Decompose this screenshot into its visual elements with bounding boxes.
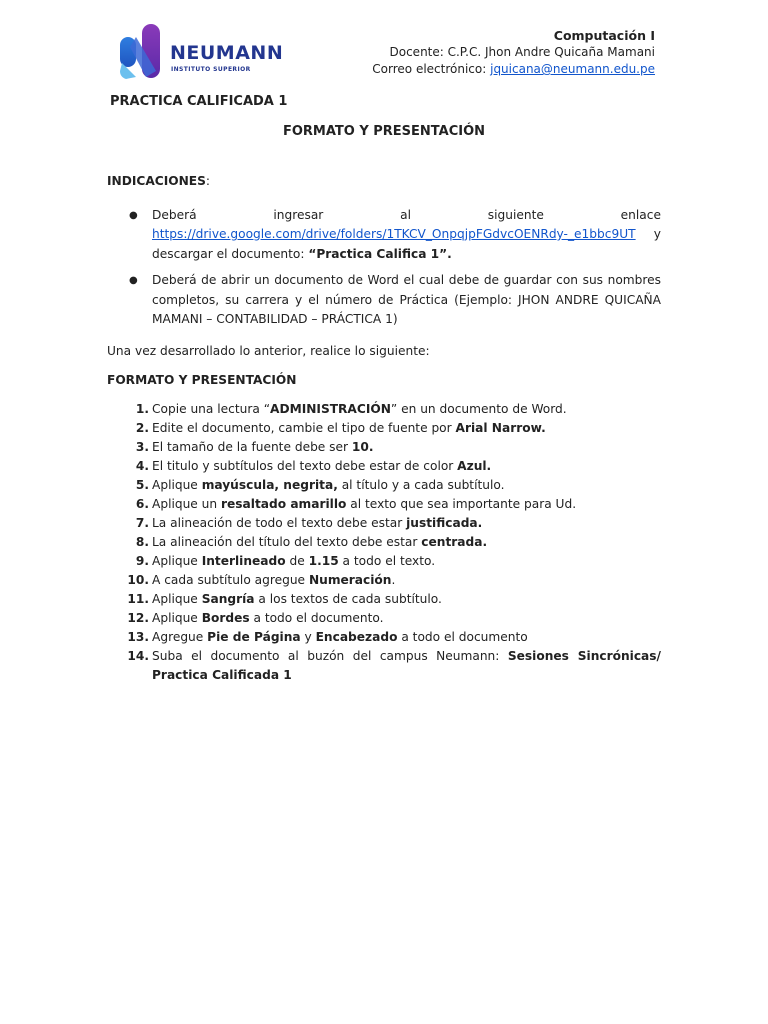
step-number: 3. [135,439,149,454]
bullet1-line3 [152,245,661,265]
drive-link[interactable]: https://drive.google.com/drive/folders/1TKCV_OnpqjpFGdvcOENRdy-_e1bbc9UT [152,227,636,241]
step-text: de [285,553,309,568]
bullet1-line2 [152,225,661,245]
bullet-icon: ● [129,275,138,286]
word: enlace [620,207,661,222]
step-text: Aplique [152,591,202,606]
step-bold-text: Bordes [201,610,250,625]
step-number: 1. [135,401,149,416]
indications-list [107,206,661,330]
step-text: Aplique [152,553,202,568]
indications-label: INDICACIONES [107,174,206,188]
step-bold-text: 10. [351,439,374,454]
step-text: a todo el texto. [338,553,436,568]
step-text: El tamaño de la fuente debe ser [152,439,352,454]
step-bold-text: centrada. [421,534,488,549]
bullet2-text: Deberá de abrir un documento de Word el cual debe de guardar con sus nombres completos, su carrera y el número de Práctica (Ejemplo: JHON ANDRE QUICAÑA MAMANI – CONTABILIDAD – PRÁCTICA 1) [152,273,661,326]
step-item [107,476,661,495]
step-number: 8. [135,534,149,549]
step-number: 10. [127,572,149,587]
step-text: El titulo y subtítulos del texto debe estar de color [152,458,458,473]
email-label: Correo electrónico: [372,62,491,76]
practice-title: PRACTICA CALIFICADA 1 [110,94,288,109]
step-bold-text: Pie de Página [207,629,301,644]
logo-subtitle: INSTITUTO SUPERIOR [171,66,251,73]
step-text: . [391,572,396,587]
neumann-logo [116,23,286,83]
header-info [372,27,655,78]
step-number: 14. [127,648,149,663]
step-text: a todo el documento [397,629,528,644]
step-bold-text: resaltado amarillo [221,496,347,511]
step-text: a los textos de cada subtítulo. [254,591,442,606]
step-text: Aplique un [152,496,222,511]
step-item [107,514,661,533]
list-item [107,206,661,265]
neumann-logo-icon [116,23,166,81]
step-item [107,552,661,571]
indications-colon: : [205,174,211,188]
step-bold-text: 1.15 [308,553,339,568]
course-name: Computación I [553,28,655,43]
word: y [653,227,661,241]
step-item [107,419,661,438]
step-number: 6. [135,496,149,511]
step-text: al texto que sea importante para Ud. [346,496,577,511]
word: Deberá [152,207,197,222]
step-item [107,609,661,628]
step-text: Aplique [152,610,202,625]
step-number: 9. [135,553,149,568]
step-item [107,590,661,609]
email-line [372,61,655,78]
indications-heading [107,172,661,192]
step-text: Suba el documento al buzón del campus Neumann: [152,648,508,663]
step-number: 7. [135,515,149,530]
step-bold-text: Interlineado [201,553,286,568]
step-text: Aplique [152,477,202,492]
step-number: 12. [127,610,149,625]
step-number: 5. [135,477,149,492]
step-bold-text: justificada. [406,515,483,530]
step-bold-text: Azul. [457,458,492,473]
step-number: 4. [135,458,149,473]
step-bold-text: Sangría [201,591,255,606]
word: siguiente [487,207,544,222]
intro-text: Una vez desarrollado lo anterior, realice lo siguiente: [107,343,430,358]
document-content [107,172,661,685]
step-bold-text: Sesiones Sincrónicas/ Practica Calificada 1 [152,648,661,682]
step-item [107,495,661,514]
step-bold-text: ADMINISTRACIÓN [270,401,391,416]
step-bold-text: Arial Narrow. [455,420,546,435]
step-text: al título y a cada subtítulo. [337,477,505,492]
bullet1-line1 [152,206,661,226]
step-item [107,457,661,476]
step-text: Copie una lectura “ [152,401,271,416]
text: descargar el documento: [152,246,309,261]
step-number: 2. [135,420,149,435]
step-item [107,533,661,552]
list-item [107,271,661,330]
steps-list [107,400,661,685]
step-item [107,571,661,590]
email-link[interactable]: jquicana@neumann.edu.pe [490,62,655,76]
bullet-icon: ● [129,209,138,221]
step-text: Agregue [152,629,208,644]
step-bold-text: Numeración [308,572,392,587]
logo-name: NEUMANN [170,42,284,64]
step-item [107,400,661,419]
step-item [107,628,661,647]
document-name: “Practica Califica 1”. [308,246,452,261]
step-text: ” en un documento de Word. [390,401,567,416]
step-text: a todo el documento. [249,610,384,625]
step-text: La alineación de todo el texto debe estar [152,515,407,530]
step-bold-text: mayúscula, negrita, [201,477,338,492]
step-item [107,647,661,685]
step-bold-text: Encabezado [315,629,398,644]
section-title: FORMATO Y PRESENTACIÓN [107,373,297,387]
step-number: 13. [127,629,149,644]
step-text: y [300,629,316,644]
teacher-line: Docente: C.P.C. Jhon Andre Quicaña Mamani [389,45,655,59]
step-item [107,438,661,457]
word: al [400,207,411,222]
word: ingresar [273,207,324,222]
step-text: A cada subtítulo agregue [152,572,309,587]
step-text: La alineación del título del texto debe estar [152,534,422,549]
step-number: 11. [127,591,149,606]
document-heading: FORMATO Y PRESENTACIÓN [282,124,486,139]
step-text: Edite el documento, cambie el tipo de fuente por [152,420,456,435]
